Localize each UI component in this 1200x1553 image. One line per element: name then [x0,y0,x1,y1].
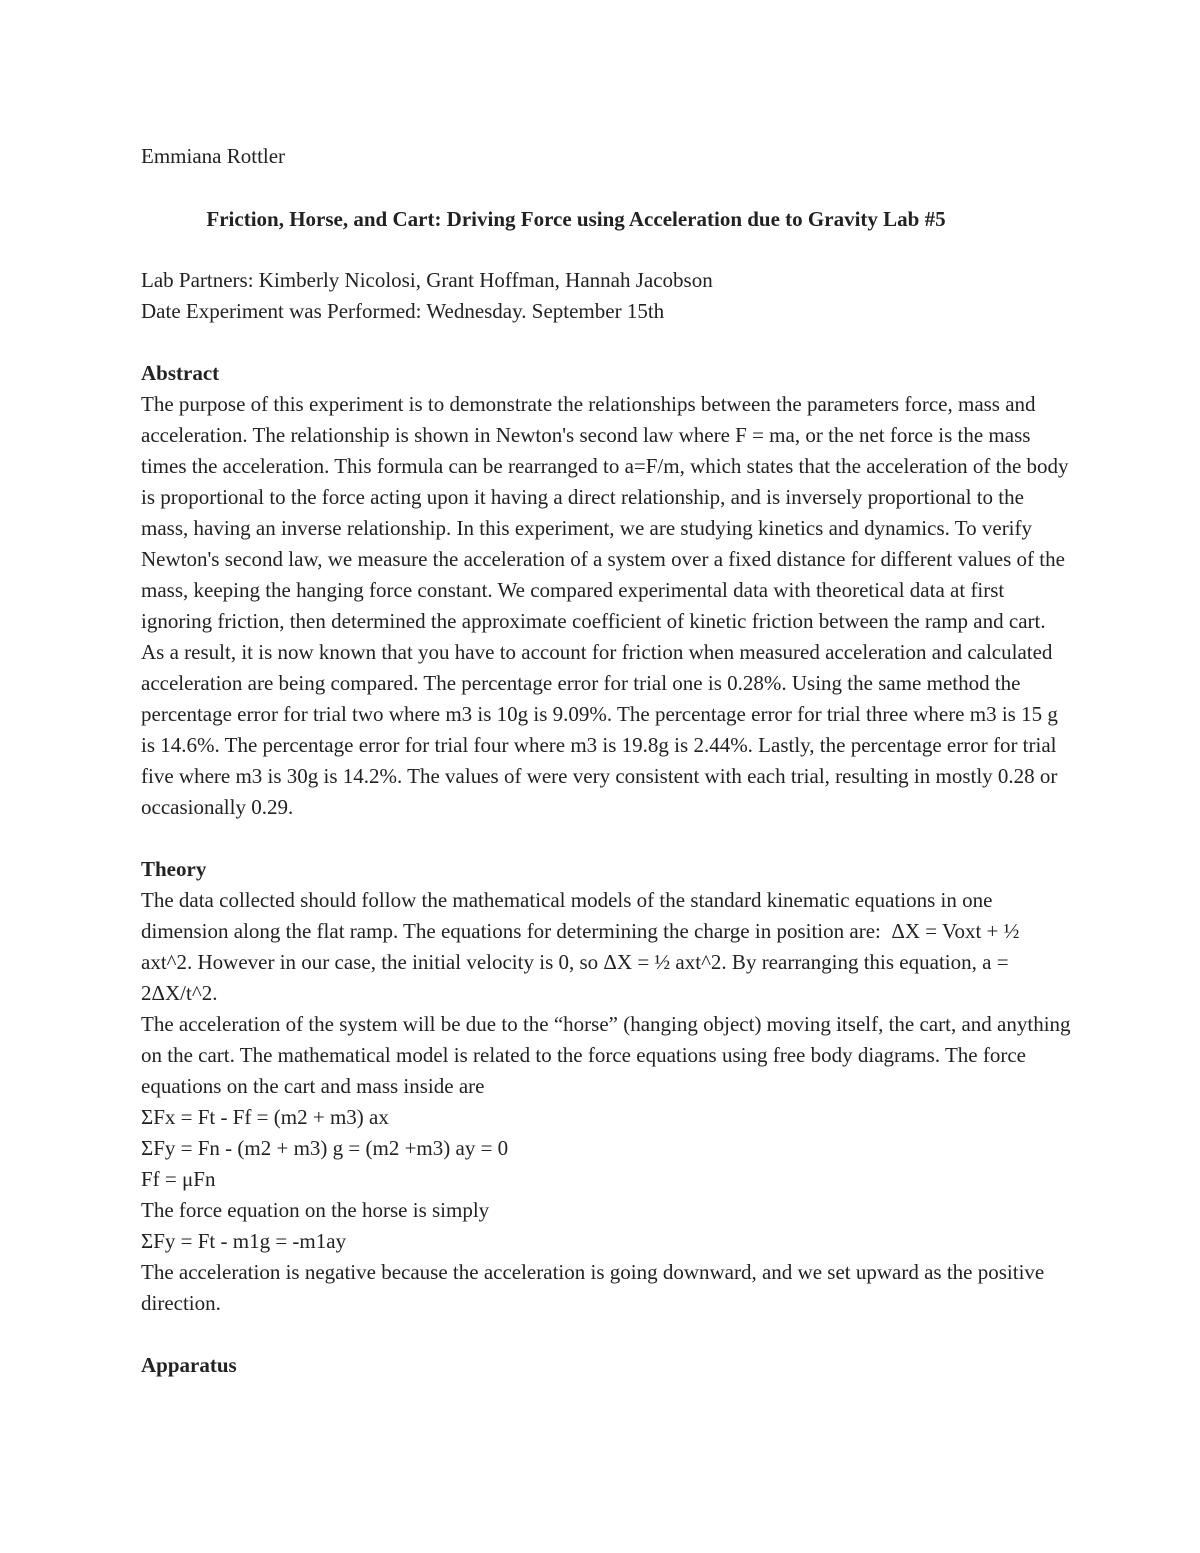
experiment-date: Date Experiment was Performed: Wednesday. September 15th [141,299,665,323]
document-page [141,141,1071,1381]
theory-paragraph-4: The acceleration is negative because the acceleration is going downward, and we set upward as the positive direction. [141,1260,1045,1315]
theory-body [141,885,1071,1319]
equation-sum-fy-horse: ΣFy = Ft - m1g = -m1ay [141,1229,347,1253]
theory-paragraph-1: The data collected should follow the mathematical models of the standard kinematic equations in one dimension along the flat ramp. The equations for determining the charge in position are: ΔX = Voxt + ½ axt^2. However in our case, the initial velocity is 0, so ΔX = ½ axt^2. By rearranging this equation, a = 2ΔX/t^2. [141,888,1020,1005]
lab-meta [141,265,1071,327]
equation-friction: Ff = μFn [141,1167,216,1191]
theory-heading: Theory [141,857,207,881]
lab-partners: Lab Partners: Kimberly Nicolosi, Grant Hoffman, Hannah Jacobson [141,268,713,292]
abstract-heading: Abstract [141,361,220,385]
abstract-text: The purpose of this experiment is to demonstrate the relationships between the parameters force, mass and acceleration. The relationship is shown in Newton's second law where F = ma, or the net force is the mass times the acceleration. This formula can be rearranged to a=F/m, which states that the acceleration of the body is proportional to the force acting upon it having a direct relationship, and is inversely proportional to the mass, having an inverse relationship. In this experiment, we are studying kinetics and dynamics. To verify Newton's second law, we measure the acceleration of a system over a fixed distance for different values of the mass, keeping the hanging force constant. We compared experimental data with theoretical data at first ignoring friction, then determined the approximate coefficient of kinetic friction between the ramp and cart. As a result, it is now known that you have to account for friction when measured acceleration and calculated acceleration are being compared. The percentage error for trial one is 0.28%. Using the same method the percentage error for trial two where m3 is 10g is 9.09%. The percentage error for trial three where m3 is 15 g is 14.6%. The percentage error for trial four where m3 is 19.8g is 2.44%. Lastly, the percentage error for trial five where m3 is 30g is 14.2%. The values of were very consistent with each trial, resulting in mostly 0.28 or occasionally 0.29. [141,392,1069,819]
equation-sum-fy-cart: ΣFy = Fn - (m2 + m3) g = (m2 +m3) ay = 0 [141,1136,509,1160]
apparatus-heading: Apparatus [141,1353,237,1377]
theory-paragraph-3: The force equation on the horse is simply [141,1198,490,1222]
document-title: Friction, Horse, and Cart: Driving Force using Acceleration due to Gravity Lab #5 [206,207,946,231]
equation-sum-fx: ΣFx = Ft - Ff = (m2 + m3) ax [141,1105,389,1129]
theory-paragraph-2: The acceleration of the system will be due to the “horse” (hanging object) moving itself, the cart, and anything on the cart. The mathematical model is related to the force equations using free body diagrams. The force equations on the cart and mass inside are [141,1012,1071,1098]
author-name: Emmiana Rottler [141,144,286,168]
